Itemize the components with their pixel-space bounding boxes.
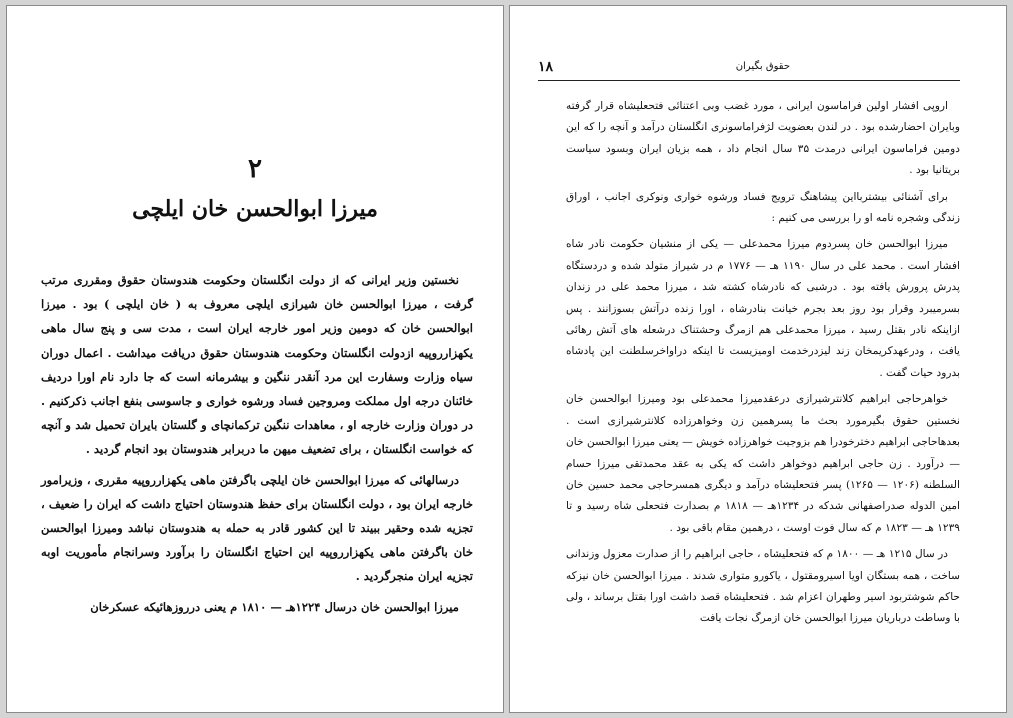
right-page — [509, 5, 1007, 713]
running-header — [538, 58, 960, 81]
right-page-body — [566, 96, 960, 635]
running-title: حقوق بگیران — [735, 61, 790, 72]
paragraph: در سال ۱۲۱۵ هـ — ۱۸۰۰ م که فتحعلیشاه ، حاجی ابراهیم را از صدارت معزول وزندانی ساخت ، همه بستگان اویا اسیرومقتول ، یاکورو متواری شدند . میرزا ابوالحسن خان نیزکه حاکم شوشتربود اسیر وطهران اعزام شد . فتحعلیشاه قصد داشت اورا بقتل برساند ، ولی با وساطت درباریان میرزا ابوالحسن خان ازمرگ نجات یافت — [566, 548, 960, 625]
chapter-title: میرزا ابوالحسن خان ایلچی — [132, 196, 378, 222]
paragraph: اروپی افشار اولین فراماسون ایرانی ، مورد غضب وبی اعتنائی فتحعلیشاه قرار گرفته وبایران احضارشده بود . در لندن بعضویت لژفراماسونری انگلستان درآمد و آنچه را که این دومین فراماسون ایرانی درمدت ۳۵ سال انجام داد ، همه بزیان ایران وبسود سیاست بریتانیا بود . — [566, 100, 961, 177]
paragraph: درسالهائی که میرزا ابوالحسن خان ایلچی باگرفتن ماهی یکهزارروپیه مقرری ، وزیرامور خارجه ایران بود ، دولت انگلستان برای حفظ هندوستان احتیاج داشت که ایران را ضعیف ، تجزیه شده وحقیر ببیند تا این کشور قادر به حمله به هندوستان نباشد ومیرزا ابوالحسن خان باگرفتن ماهی یکهزارروپیه این احتیاج انگلستان را برآورد وسرانجام مأموریت اوبه تجزیه ایران منجرگردید . — [41, 472, 473, 584]
paragraph: خواهرحاجی ابراهیم کلانترشیرازی درعقدمیرزا محمدعلی بود ومیرزا ابوالحسن خان نخستین حقوق بگیرمورد بحث ما پسرهمین زن وخواهرزاده کلانترشیرازی است . بعدهاحاجی ابراهیم دخترخودرا هم بزوجیت خواهرزاده خویش — یعنی میرزا ابوالحسن خان — درآورد . زن حاجی ابراهیم دوخواهر داشت که یکی به عقد محمدتقی میرزا حسام السلطنه (۱۲۰۶ — ۱۲۶۵) پسر فتحعلیشاه درآمد و دیگری همسرحاجی محمد حسین خان امین الدوله صدراصفهانی شدکه در ۱۲۳۴هـ — ۱۸۱۸ م بصدارت فتحعلی شاه رسید و تا ۱۲۳۹ هـ — ۱۸۲۳ م که سال فوت اوست ، درهمین مقام باقی بود . — [566, 393, 960, 534]
paragraph: نخستین وزیر ایرانی که از دولت انگلستان وحکومت هندوستان حقوق ومقرری مرتب گرفت ، میرزا ابوالحسن خان شیرازی ایلچی معروف به ( خان ایلچی ) بود . میرزا ابوالحسن خان که دومین وزیر امور خارجه ایران است ، مدت سی و پنج سال ماهی یکهزارروپیه ازدولت انگلستان وحکومت هندوستان حقوق دریافت میداشت . اعمال دوران سیاه وزارت وسفارت این مرد آنقدر ننگین و بیشرمانه است که جا دارد نام اورا دردیف خائنان درجه اول مملکت ومروجین فساد ورشوه خواری و جاسوسی بنفع اجانب ذکرکنیم . در دوران وزارت خارجه او ، معاهدات ننگین ترکمانچای و گلستان بایران تحمیل شد و آنچه که خواست انگلستان ، برای تضعیف میهن ما دربرابر هندوستان بود انجام گردید . — [41, 273, 473, 457]
paragraph: میرزا ابوالحسن خان درسال ۱۲۲۴هـ — ۱۸۱۰ م یعنی درروزهائیکه عسکرخان — [90, 599, 459, 614]
left-page — [6, 5, 504, 713]
paragraph: برای آشنائی بیشتربااین پیشاهنگ ترویج فساد ورشوه خواری ونوکری اجانب ، اوراق زندگی وشجره نامه او را بررسی می کنیم : — [566, 190, 960, 225]
page-number: ۱۸ — [538, 59, 554, 75]
paragraph: میرزا ابوالحسن خان پسردوم میرزا محمدعلی — یکی از منشیان حکومت نادر شاه افشار است . محمد علی در سال ۱۱۹۰ هـ — ۱۷۷۶ م در شیراز متولد شده و دردستگاه پدرش پرورش یافته بود . درشبی که نادرشاه کشته شد ، میرزا محمد علی در زندان بسرمیبرد وقرار بود روز بعد بجرم خیانت بنادرشاه ، اورا زنده درآتش بسوزانند . پس ازاینکه نادر بقتل رسید ، میرزا محمدعلی هم ازمرگ وحشتناک درشعله های آتش رهائی یافت ، ودرعهدکریمخان زند لیزدرخدمت اومیزیست تا اینکه دراواخرسلطنت این پادشاه بدرود حیات گفت . — [566, 238, 960, 379]
left-page-body — [41, 268, 473, 625]
chapter-number: ۲ — [248, 154, 262, 184]
